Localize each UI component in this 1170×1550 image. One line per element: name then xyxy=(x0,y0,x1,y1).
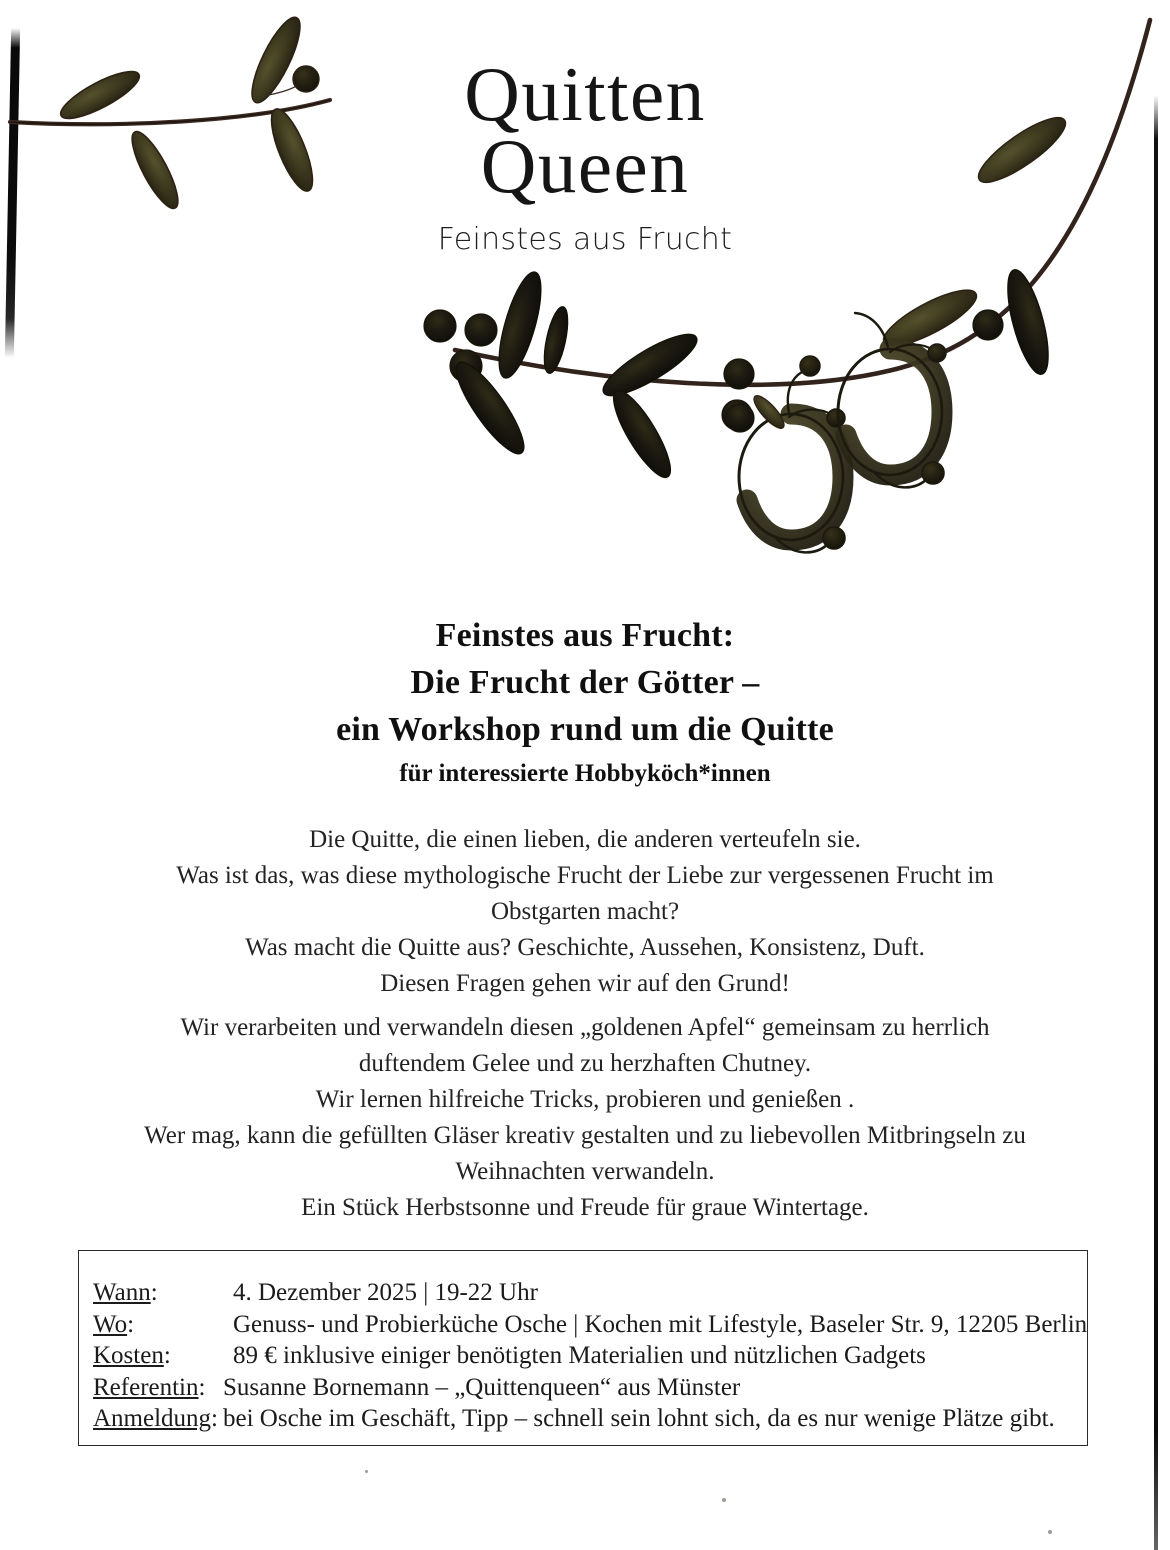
detail-label xyxy=(93,1372,223,1404)
detail-row-anmeldung xyxy=(93,1403,1077,1435)
scan-speck xyxy=(722,1498,726,1502)
description-line: duftendem Gelee und zu herzhaften Chutney. xyxy=(358,1050,812,1077)
detail-label-colon: : xyxy=(150,1279,158,1306)
detail-label-colon: : xyxy=(127,1310,135,1338)
headline-subline: für interessierte Hobbyköch*innen xyxy=(399,760,771,787)
scan-speck xyxy=(365,1470,368,1473)
detail-label-text: Kosten xyxy=(93,1342,164,1369)
description-line: Wir verarbeiten und verwandeln diesen „goldenen Apfel“ gemeinsam zu herrlich xyxy=(180,1014,990,1041)
detail-value: Susanne Bornemann – „Quittenqueen“ aus Münster xyxy=(223,1373,741,1401)
intro-paragraph xyxy=(0,822,1170,1002)
detail-row-wo xyxy=(93,1309,1088,1341)
intro-line: Diesen Fragen gehen wir auf den Grund! xyxy=(380,970,790,997)
detail-row-referentin xyxy=(93,1372,1077,1404)
scan-speck xyxy=(1048,1530,1052,1534)
intro-line: Was macht die Quitte aus? Geschichte, Aussehen, Konsistenz, Duft. xyxy=(245,934,925,961)
brand-tagline: Feinstes aus Frucht xyxy=(437,222,733,257)
headline-line-1: Feinstes aus Frucht: xyxy=(435,617,735,654)
brand-name-line1: Quitten xyxy=(464,51,706,137)
description-line: Weihnachten verwandeln. xyxy=(455,1158,715,1185)
intro-line: Die Quitte, die einen lieben, die anderen verteufeln sie. xyxy=(309,826,861,853)
detail-label-text: Anmeldung xyxy=(93,1405,212,1432)
detail-label xyxy=(93,1277,223,1309)
description-line: Wir lernen hilfreiche Tricks, probieren und genießen . xyxy=(315,1086,855,1113)
detail-value: 4. Dezember 2025 | 19-22 Uhr xyxy=(233,1279,538,1306)
brand-name-line2: Queen xyxy=(480,123,690,209)
event-details-box xyxy=(78,1250,1088,1446)
detail-label-colon: : xyxy=(163,1342,171,1369)
detail-value: Genuss- und Probierküche Osche | Kochen mit Lifestyle, Baseler Str. 9, 12205 Berlin xyxy=(233,1310,1088,1338)
description-paragraph xyxy=(0,1010,1170,1226)
intro-line: Was ist das, was diese mythologische Frucht der Liebe zur vergessenen Frucht im xyxy=(176,862,994,889)
detail-label-text: Wann xyxy=(93,1279,151,1306)
description-line: Ein Stück Herbstsonne und Freude für graue Wintertage. xyxy=(301,1194,869,1221)
page-title xyxy=(0,612,1170,790)
detail-label-text: Referentin xyxy=(93,1373,199,1401)
intro-line: Obstgarten macht? xyxy=(490,898,680,925)
detail-row-wann xyxy=(93,1277,1077,1309)
detail-label-colon: : xyxy=(211,1405,218,1432)
qq-monogram xyxy=(726,313,946,552)
headline-line-2: Die Frucht der Götter – xyxy=(410,664,760,701)
headline-line-3: ein Workshop rund um die Quitte xyxy=(336,711,834,748)
detail-value: bei Osche im Geschäft, Tipp – schnell sein lohnt sich, da es nur wenige Plätze gibt. xyxy=(223,1405,1055,1432)
brand-logo xyxy=(0,51,1170,257)
description-line: Wer mag, kann die gefüllten Gläser kreativ gestalten und zu liebevollen Mitbringseln zu xyxy=(144,1122,1026,1149)
detail-value: 89 € inklusive einiger benötigten Materialien und nützlichen Gadgets xyxy=(233,1342,926,1369)
detail-row-kosten xyxy=(93,1340,1077,1372)
detail-label xyxy=(93,1340,223,1372)
detail-label xyxy=(93,1309,223,1341)
detail-label-text: Wo xyxy=(93,1310,128,1338)
detail-label-colon: : xyxy=(198,1373,206,1401)
detail-label xyxy=(93,1403,223,1435)
